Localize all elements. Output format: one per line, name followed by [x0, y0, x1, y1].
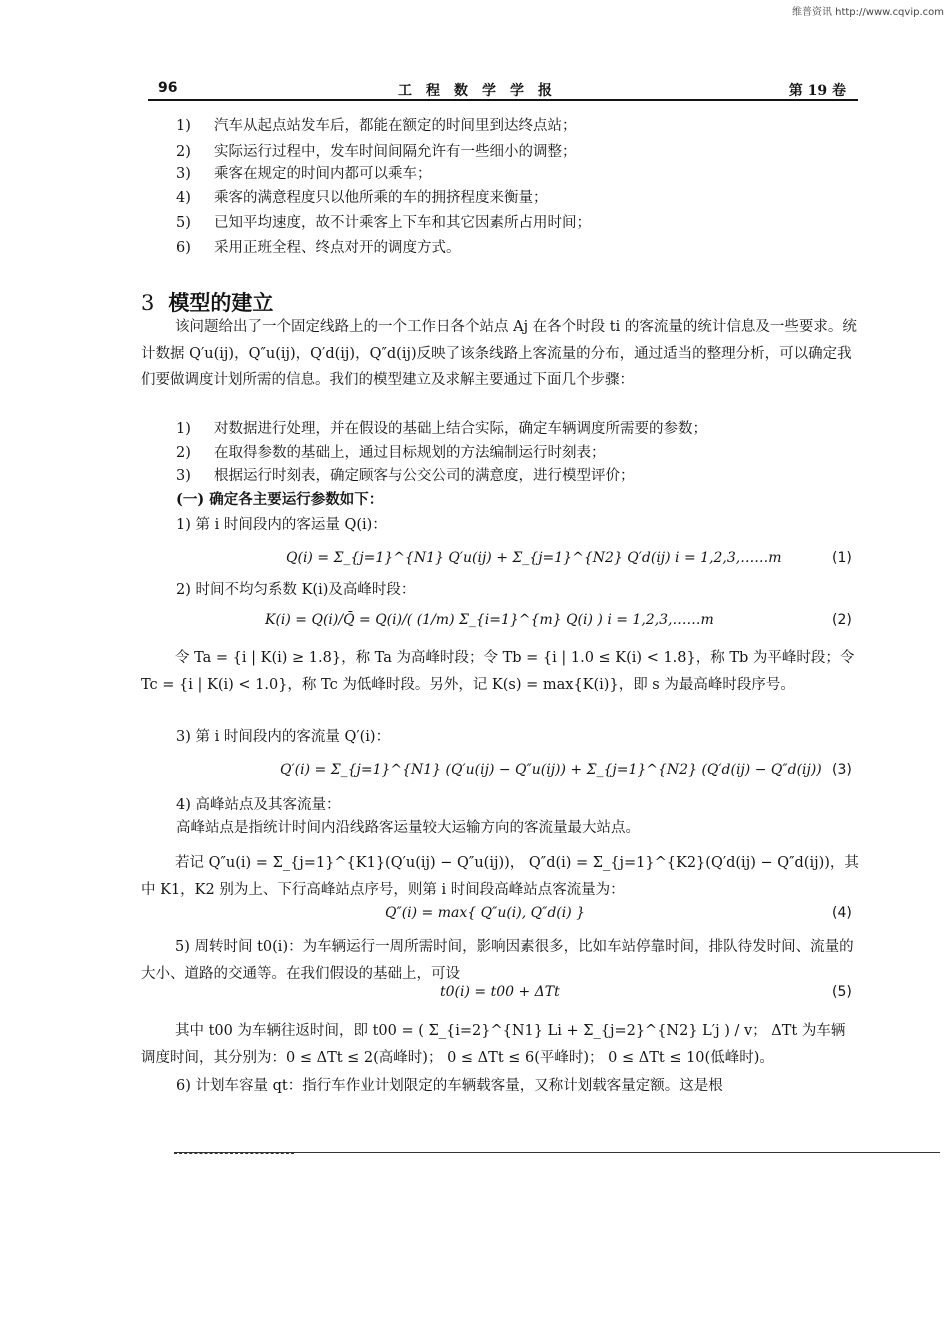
volume-label: 第 19 卷 [788, 83, 846, 99]
step-item [176, 419, 707, 439]
item-number: 2) [176, 445, 191, 461]
item-number: 3) [176, 166, 191, 182]
section-title: 模型的建立 [168, 290, 274, 315]
section-heading [141, 287, 273, 317]
item-number: 1) [176, 421, 191, 437]
assumption-item [176, 142, 577, 162]
item-text: 实际运行过程中，发车时间间隔允许有一些细小的调整； [214, 144, 577, 160]
peak-definition-paragraph: 令 Ta = {i | K(i) ≥ 1.8}，称 Ta 为高峰时段；令 Tb = {i | 1.0 ≤ K(i) < 1.8}，称 Tb 为平峰时段；令 Tc = {i | K(i) < 1.0}，称 Tc 为低峰时段。另外，记 K(s) = max{K(i)}，即 s 为最高峰时段序号。 [141, 650, 855, 693]
assumption-item [176, 188, 548, 208]
item-text: 已知平均速度，故不计乘客上下车和其它因素所占用时间； [214, 215, 591, 231]
assumption-item [176, 116, 577, 136]
running-header [148, 80, 852, 100]
turnaround-paragraph: 其中 t00 为车辆往返时间，即 t00 = ( Σ_{i=2}^{N1} Li + Σ_{j=2}^{N2} L′j ) / v； ΔTt 为车辆调度时间，其分别为：0 ≤ ΔTt ≤ 2(高峰时)； 0 ≤ ΔTt ≤ 6(平峰时)； 0 ≤ ΔTt ≤ 10(低峰时)。 [141, 1023, 846, 1066]
assumption-item [176, 213, 591, 233]
item-number: 5) [176, 215, 191, 231]
equation-number-5: (5) [832, 984, 852, 1000]
equation-number-2: (2) [832, 612, 852, 628]
footer-dash-rule [174, 1153, 294, 1154]
item-3: 3) 第 i 时间段内的客流量 Q′(i)： [176, 729, 391, 745]
assumption-item [176, 238, 461, 258]
item-text: 乘客在规定的时间内都可以乘车； [214, 166, 432, 182]
item-number: 2) [176, 144, 191, 160]
item-text: 乘客的满意程度只以他所乘的车的拥挤程度来衡量； [214, 190, 548, 206]
item-number: 4) [176, 190, 191, 206]
equation-4: Q″(i) = max{ Q″u(i), Q″d(i) } [385, 905, 586, 921]
item-text: 汽车从起点站发车后，都能在额定的时间里到达终点站； [214, 118, 577, 134]
item-6: 6) 计划车容量 qt：指行车作业计划限定的车辆载客量，又称计划载客量定额。这是根 [176, 1078, 723, 1094]
step-item [176, 443, 606, 463]
item-4: 4) 高峰站点及其客流量： [176, 797, 341, 813]
peak-station-paragraph: 若记 Q″u(i) = Σ_{j=1}^{K1}(Q′u(ij) − Q″u(ij))， Q″d(i) = Σ_{j=1}^{K2}(Q′d(ij) − Q″d(ij))，其中 K1，K2 别为上、下行高峰站点序号，则第 i 时间段高峰站点客流量为： [141, 855, 859, 898]
equation-number-4: (4) [832, 905, 852, 921]
equation-2: K(i) = Q(i)/Q̄ = Q(i)/( (1/m) Σ_{i=1}^{m} Q(i) ) i = 1,2,3,……m [265, 612, 714, 628]
item-text: 采用正班全程、终点对开的调度方式。 [214, 240, 461, 256]
item-number: 6) [176, 240, 191, 256]
watermark: 维普资讯 http://www.cqvip.com [791, 7, 944, 18]
subheading: (一) 确定各主要运行参数如下： [176, 491, 384, 508]
step-item [176, 466, 635, 486]
section-number: 3 [141, 291, 155, 315]
equation-5: t0(i) = t00 + ΔTt [440, 984, 560, 1000]
assumption-item [176, 164, 432, 184]
equation-number-1: (1) [832, 550, 852, 566]
item-number: 1) [176, 118, 191, 134]
item-4-description: 高峰站点是指统计时间内沿线路客运量较大运输方向的客流量最大站点。 [176, 820, 640, 836]
item-2: 2) 时间不均匀系数 K(i)及高峰时段： [176, 582, 416, 598]
equation-number-3: (3) [832, 762, 852, 778]
item-text: 根据运行时刻表，确定顾客与公交公司的满意度，进行模型评价； [214, 468, 635, 484]
journal-title: 工程数学学报 [398, 83, 566, 99]
item-text: 在取得参数的基础上，通过目标规划的方法编制运行时刻表； [214, 445, 606, 461]
item-text: 对数据进行处理，并在假设的基础上结合实际，确定车辆调度所需要的参数； [214, 421, 707, 437]
equation-1: Q(i) = Σ_{j=1}^{N1} Q′u(ij) + Σ_{j=1}^{N2} Q′d(ij) i = 1,2,3,……m [286, 550, 782, 566]
intro-paragraph: 该问题给出了一个固定线路上的一个工作日各个站点 Aj 在各个时段 ti 的客流量的统计信息及一些要求。统计数据 Q′u(ij)，Q″u(ij)，Q′d(ij)，Q″d(ij)反映了该条线路上客流量的分布，通过适当的整理分析，可以确定我们要做调度计划所需的信息。我们的模型建立及求解主要通过下面几个步骤： [141, 319, 857, 388]
item-number: 3) [176, 468, 191, 484]
page-number: 96 [158, 80, 178, 96]
equation-3: Q′(i) = Σ_{j=1}^{N1} (Q′u(ij) − Q″u(ij)) + Σ_{j=1}^{N2} (Q′d(ij) − Q″d(ij)) [280, 762, 822, 778]
item-5: 5) 周转时间 t0(i)：为车辆运行一周所需时间，影响因素很多，比如车站停靠时间，排队待发时间、流量的大小、道路的交通等。在我们假设的基础上，可设 [141, 939, 854, 982]
item-1: 1) 第 i 时间段内的客运量 Q(i)： [176, 517, 387, 533]
header-rule [148, 99, 858, 101]
